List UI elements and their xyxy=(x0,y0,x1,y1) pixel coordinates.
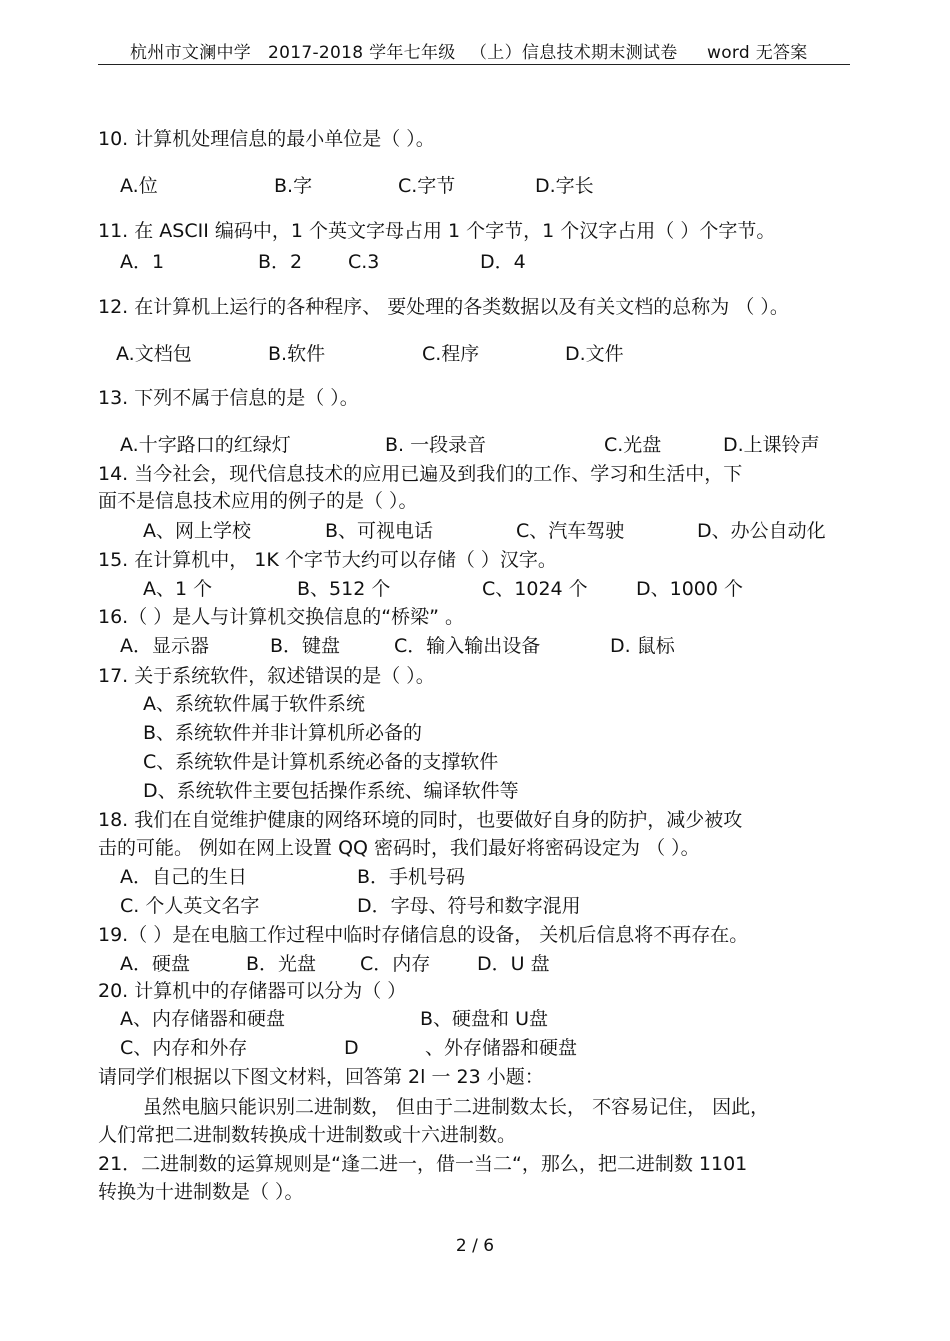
q20-option-b: B、硬盘和 U盘 xyxy=(420,1008,548,1030)
q19-option-a: A．硬盘 xyxy=(120,953,190,975)
passage-line1: 虽然电脑只能识别二进制数， 但由于二进制数太长， 不容易记住， 因此， xyxy=(143,1096,770,1118)
q18-option-b: B．手机号码 xyxy=(357,866,466,888)
q15-stem: 15. 在计算机中， 1K 个字节大约可以存储（ ）汉字。 xyxy=(98,549,557,571)
q16-option-c: C．输入输出设备 xyxy=(394,635,541,657)
q19-stem: 19.（ ）是在电脑工作过程中临时存储信息的设备， 关机后信息将不再存在。 xyxy=(98,924,749,946)
q10-option-c: C.字节 xyxy=(398,175,456,197)
header-school: 杭州市文澜中学 xyxy=(130,43,252,63)
q20-stem: 20. 计算机中的存储器可以分为（ ） xyxy=(98,980,407,1002)
q17-option-c: C、系统软件是计算机系统必备的支撑软件 xyxy=(143,751,499,773)
q20-option-d-text: 、外存储器和硬盘 xyxy=(425,1037,578,1059)
q12-option-d: D.文件 xyxy=(565,343,624,365)
q13-option-b: B. 一段录音 xyxy=(385,434,487,456)
q19-option-c: C．内存 xyxy=(360,953,431,975)
q14-option-a: A、网上学校 xyxy=(143,520,251,542)
q18-stem-line1: 18. 我们在自觉维护健康的网络环境的同时，也要做好自身的防护，减少被攻 xyxy=(98,809,743,831)
passage-line2: 人们常把二进制数转换成十进制数或十六进制数。 xyxy=(98,1124,517,1146)
q10-option-b: B.字 xyxy=(274,175,313,197)
q18-option-a: A．自己的生日 xyxy=(120,866,247,888)
q20-option-a: A、内存储器和硬盘 xyxy=(120,1008,285,1030)
q13-option-a: A.十字路口的红绿灯 xyxy=(120,434,291,456)
q14-stem-line2: 面不是信息技术应用的例子的是（ ）。 xyxy=(98,490,418,512)
q21-stem-line1: 21．二进制数的运算规则是“逢二进一，借一当二“，那么，把二进制数 1101 xyxy=(98,1153,748,1175)
q13-stem: 13. 下列不属于信息的是（ ）。 xyxy=(98,387,359,409)
q15-option-a: A、1 个 xyxy=(143,578,213,600)
q17-stem: 17. 关于系统软件，叙述错误的是（ ）。 xyxy=(98,665,435,687)
material-intro: 请同学们根据以下图文材料，回答第 2l 一 23 小题： xyxy=(98,1066,544,1088)
q14-option-b: B、可视电话 xyxy=(325,520,434,542)
q17-option-a: A、系统软件属于软件系统 xyxy=(143,693,365,715)
q14-stem-line1: 14. 当今社会，现代信息技术的应用已遍及到我们的工作、学习和生活中，下 xyxy=(98,463,743,485)
q16-option-a: A．显示器 xyxy=(120,635,209,657)
q10-option-a: A.位 xyxy=(120,175,158,197)
q15-option-b: B、512 个 xyxy=(297,578,391,600)
q14-option-d: D、办公自动化 xyxy=(697,520,826,542)
page-number: 2 / 6 xyxy=(455,1236,495,1256)
q11-option-c: C.3 xyxy=(348,251,380,273)
q16-stem: 16.（ ）是人与计算机交换信息的“桥梁” 。 xyxy=(98,606,464,628)
q16-option-b: B．键盘 xyxy=(270,635,341,657)
q19-option-b: B．光盘 xyxy=(246,953,317,975)
q13-option-c: C.光盘 xyxy=(604,434,662,456)
q12-option-c: C.程序 xyxy=(422,343,480,365)
header-year: 2017-2018 学年七年级 xyxy=(268,43,456,63)
header-format: word 无答案 xyxy=(707,43,808,63)
q17-option-d: D、系统软件主要包括操作系统、编译软件等 xyxy=(143,780,519,802)
q10-stem: 10. 计算机处理信息的最小单位是（ ）。 xyxy=(98,128,435,150)
q18-stem-line2: 击的可能。 例如在网上设置 QQ 密码时，我们最好将密码设定为 （ ）。 xyxy=(98,837,700,859)
q15-option-c: C、1024 个 xyxy=(482,578,588,600)
q20-option-d-letter: D xyxy=(344,1037,359,1059)
header-title: （上）信息技术期末测试卷 xyxy=(470,43,678,63)
q11-option-d: D．4 xyxy=(480,251,526,273)
q12-stem: 12. 在计算机上运行的各种程序、 要处理的各类数据以及有关文档的总称为 （ ）。 xyxy=(98,296,789,318)
q18-option-c: C. 个人英文名字 xyxy=(120,895,260,917)
q12-option-a: A.文档包 xyxy=(116,343,192,365)
q11-option-a: A．1 xyxy=(120,251,165,273)
q18-option-d: D．字母、符号和数字混用 xyxy=(357,895,581,917)
q17-option-b: B、系统软件并非计算机所必备的 xyxy=(143,722,423,744)
q15-option-d: D、1000 个 xyxy=(636,578,744,600)
q10-option-d: D.字长 xyxy=(535,175,594,197)
q14-option-c: C、汽车驾驶 xyxy=(516,520,625,542)
q13-option-d: D.上课铃声 xyxy=(723,434,820,456)
q12-option-b: B.软件 xyxy=(268,343,326,365)
q21-stem-line2: 转换为十进制数是（ ）。 xyxy=(98,1181,304,1203)
q19-option-d: D．U 盘 xyxy=(477,953,550,975)
q11-option-b: B．2 xyxy=(258,251,303,273)
q11-stem: 11. 在 ASCII 编码中，1 个英文字母占用 1 个字节，1 个汉字占用（ ）个字节。 xyxy=(98,220,776,242)
header-rule xyxy=(98,64,850,65)
q16-option-d: D. 鼠标 xyxy=(610,635,675,657)
q20-option-c: C、内存和外存 xyxy=(120,1037,248,1059)
